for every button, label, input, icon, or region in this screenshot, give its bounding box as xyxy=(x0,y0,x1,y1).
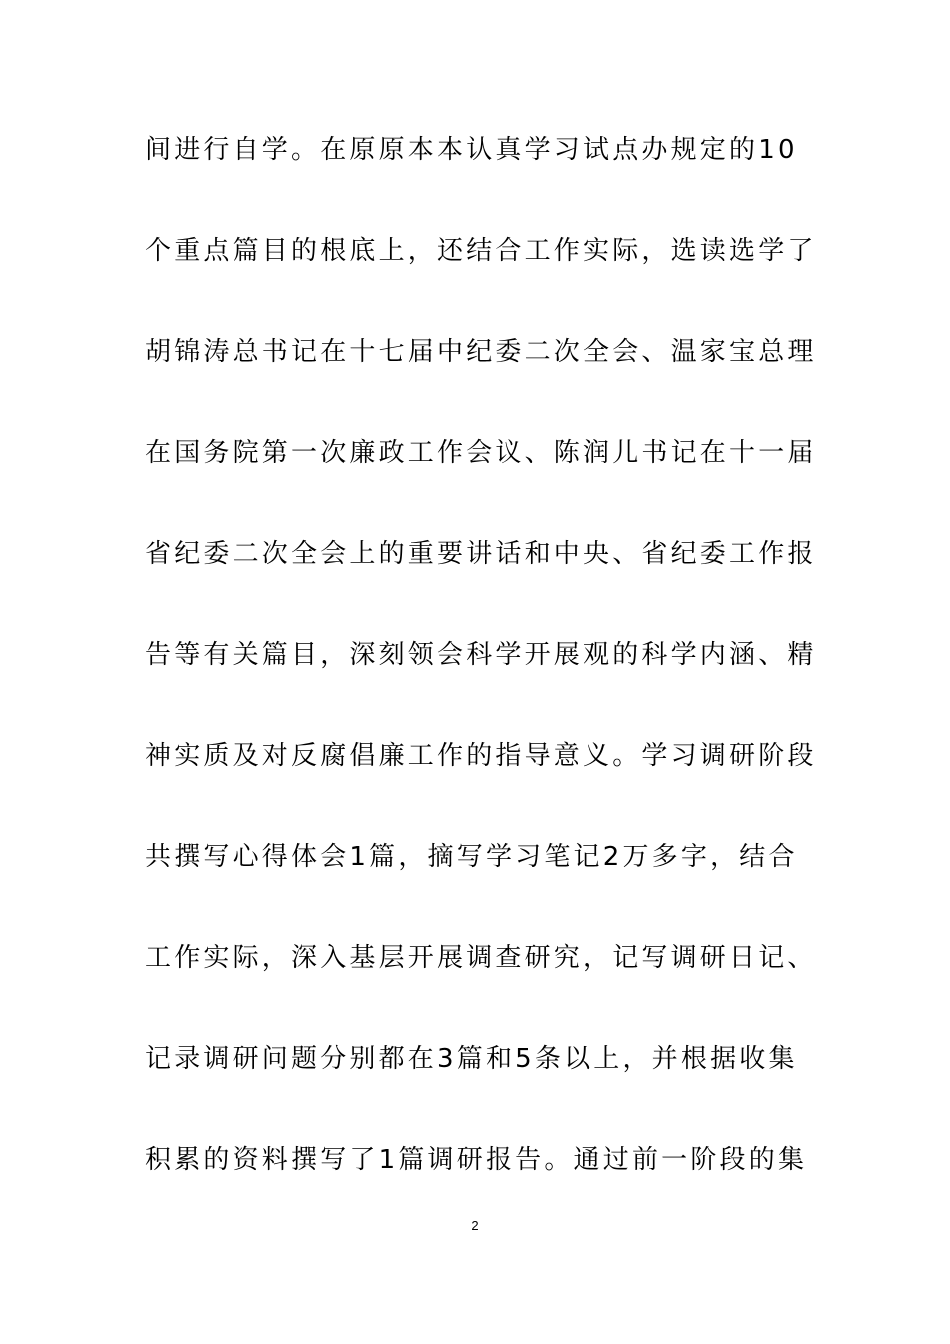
text-line: 共撰写心得体会1篇，摘写学习笔记2万多字，结合 xyxy=(145,842,798,872)
text-line: 胡锦涛总书记在十七届中纪委二次全会、温家宝总理 xyxy=(145,337,817,367)
text-line: 积累的资料撰写了1篇调研报告。通过前一阶段的集 xyxy=(145,1145,808,1175)
text-line: 个重点篇目的根底上，还结合工作实际，选读选学了 xyxy=(145,236,817,266)
text-line: 告等有关篇目，深刻领会科学开展观的科学内涵、精 xyxy=(145,640,817,670)
page-number: 2 xyxy=(471,1218,479,1233)
text-line: 记录调研问题分别都在3篇和5条以上，并根据收集 xyxy=(145,1044,798,1074)
text-line: 间进行自学。在原原本本认真学习试点办规定的10 xyxy=(145,135,798,165)
text-line: 在国务院第一次廉政工作会议、陈润儿书记在十一届 xyxy=(145,438,817,468)
text-line: 省纪委二次全会上的重要讲话和中央、省纪委工作报 xyxy=(145,539,817,569)
text-line: 工作实际，深入基层开展调查研究，记写调研日记、 xyxy=(145,943,817,973)
text-line: 神实质及对反腐倡廉工作的指导意义。学习调研阶段 xyxy=(145,741,817,771)
body-text xyxy=(145,117,817,1228)
